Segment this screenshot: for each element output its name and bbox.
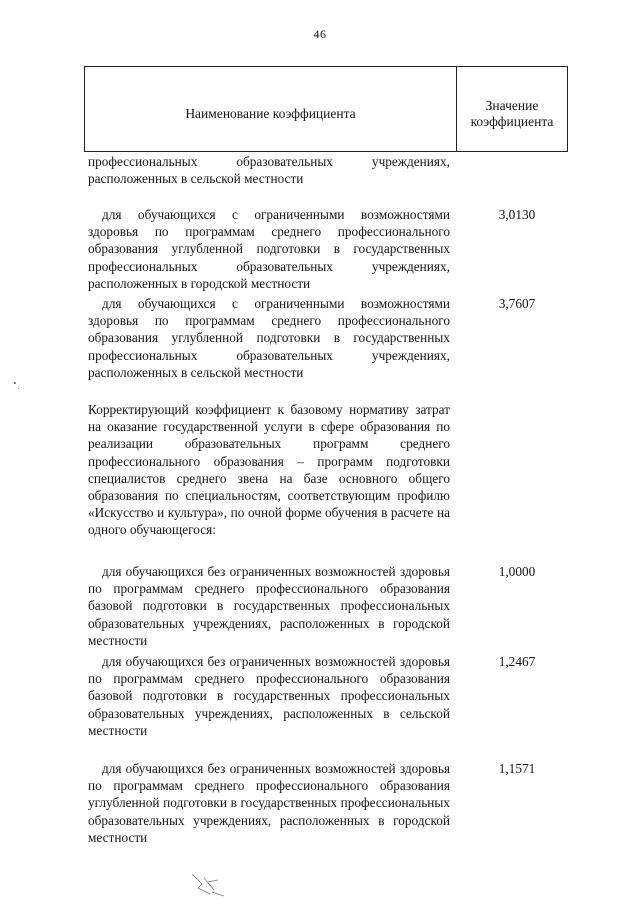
row-text: для обучающихся с ограниченными возможностями здоровья по программам среднего профессионального образования углубленной подготовки в государственных профессиональных образовательных учреждениях, расположенных в городской местности: [88, 207, 450, 291]
scan-speck: [14, 382, 16, 384]
scan-speck: [18, 388, 19, 389]
row-value: 1,2467: [498, 654, 536, 669]
column-header-value: Значение коэффициента: [470, 98, 554, 129]
page-number: 46: [313, 27, 327, 41]
row-value: 3,7607: [498, 296, 536, 311]
row-value: 3,0130: [498, 207, 536, 222]
row-text: для обучающихся без ограниченных возможностей здоровья по программам среднего профессионального образования базовой подготовки в государственных профессиональных образовательных учреждениях, расположенных в городской местности: [88, 564, 450, 648]
row-text: для обучающихся без ограниченных возможностей здоровья по программам среднего профессионального образования углубленной подготовки в государственных профессиональных образовательных учреждениях, расположенных в городской местности: [88, 761, 450, 845]
column-header-name: Наименование коэффициента: [85, 67, 457, 151]
scribble-mark: [188, 870, 232, 898]
row-text: профессиональных образовательных учреждениях, расположенных в сельской местности: [88, 154, 450, 187]
row-text: для обучающихся с ограниченными возможностями здоровья по программам среднего профессионального образования углубленной подготовки в государственных профессиональных образовательных учреждениях, расположенных в сельской местности: [88, 296, 450, 380]
table-header: [84, 66, 568, 152]
row-text: для обучающихся без ограниченных возможностей здоровья по программам среднего профессионального образования базовой подготовки в государственных профессиональных образовательных учреждениях, расположенных в сельской местности: [88, 654, 450, 738]
row-value: 1,0000: [498, 564, 536, 579]
row-value: 1,1571: [498, 761, 536, 776]
row-text: Корректирующий коэффициент к базовому нормативу затрат на оказание государственной услуги в сфере образования по реализации образовательных программ среднего профессионального образования – программ подготовки специалистов среднего звена на базе основного общего образования по специальностям, соответствующим профилю «Искусство и культура», по очной форме обучения в расчете на одного обучающегося:: [88, 402, 450, 538]
